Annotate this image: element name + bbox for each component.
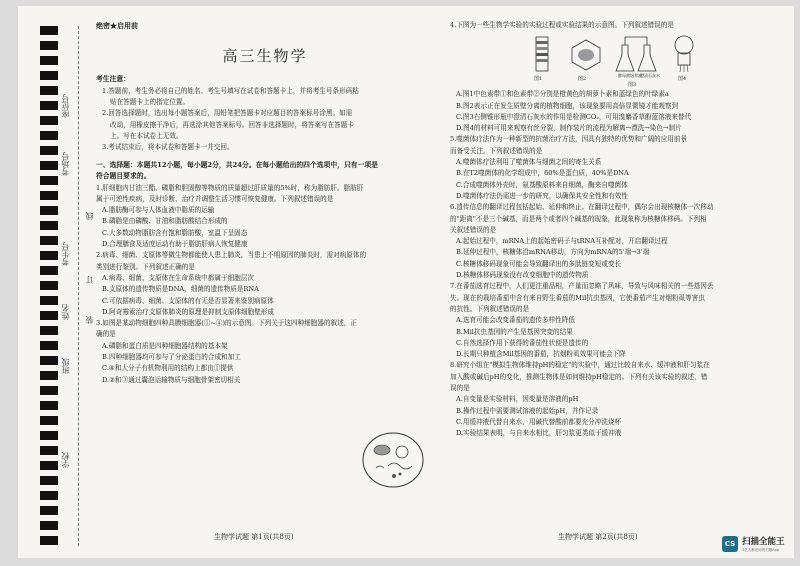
scanner-name: 扫描全能王	[742, 537, 785, 547]
question-line: 2.病毒、细菌、支原体等微生物都能使人患上肺炎，当患上不明原因的肺炎时，需对病原体的	[96, 251, 367, 260]
figure-label: 图1	[534, 76, 543, 83]
option-line: A.病毒、细菌、支原体在生命系统中都属于细胞层次	[102, 273, 254, 282]
onion-root-figure	[672, 33, 696, 73]
figure-sublabel: 澄清石灰水	[640, 73, 660, 79]
section-heading: 符合题目要求的。	[96, 172, 151, 181]
experiment-figures	[450, 31, 796, 89]
option-line: D.噬菌体疗法仍需进一步的研究，以确保其安全性和有效性	[456, 191, 628, 200]
name-label: 姓名	[61, 304, 70, 320]
option-line: B.延伸过程中，核糖体沿mRNA移动，方向为mRNA的5'端→3'端	[456, 248, 650, 257]
option-line: B.在T2噬菌体的化学组成中，60%是蛋白质，40%是DNA	[456, 169, 629, 178]
question-line: 5.噬菌体疗法作为一种新型的抗菌治疗方法，因具有独特的优势和广阔的应用前景	[450, 135, 688, 144]
option-line: B.磷脂是由磷酸、甘油和脂肪酸结合形成的	[102, 217, 228, 226]
plasmolysis-cell-figure	[570, 39, 602, 71]
room-label: 考场号	[61, 152, 70, 176]
cut-line	[78, 26, 79, 546]
question-line: 7.在番茄选育过程中，人们更注重品相，产量而忽略了风味，导致与风味相关的一些基因丢	[450, 282, 714, 291]
note-line: 贴在答题卡上的指定位置。	[110, 98, 190, 107]
option-line: C.自然选择作用下获得的番茄性状便是遗传的	[456, 338, 589, 347]
chromatography-strip-figure	[532, 35, 552, 75]
note-line: 2.回答选择题时，选出每小题答案后，用铅笔把答题卡对应题目的答案标号涂黑。如需	[102, 109, 353, 118]
option-line: C.用缓冲液代替自来水，用碱代替酸前都要充分冲洗烧杯	[456, 417, 622, 426]
question-list-right	[450, 89, 796, 439]
option-line: A.脂肪酶可参与人体血液中脂质的运输	[102, 206, 215, 215]
page-footer: 生物学试题 第1页(共8页)	[214, 533, 294, 541]
exam-title: 高三生物学	[222, 47, 308, 66]
bind-mark: 线	[85, 212, 94, 220]
figure-sublabel: 酵母菌培养液	[618, 73, 642, 79]
notes-list	[96, 86, 434, 154]
note-line: 改动，用橡皮擦干净后，再选涂其他答案标号。回答非选择题时，将答案写在答题卡	[110, 120, 354, 129]
question-line: 4.下图为一些生物学实验的实验过程或实验结果的示意图。下列叙述错误的是	[450, 21, 674, 29]
option-line: C.核糖体移码现象可能会导致翻译出的多肽链变短或变长	[456, 259, 622, 268]
left-page	[96, 20, 434, 554]
note-line: 上。写在本试卷上无效。	[110, 131, 183, 140]
question-line: 8.研究小组在"模拟生物体维持pH的稳定"的实验中，通过比较自来水、缓冲液和肝匀浆在	[450, 361, 710, 370]
notes-title: 考生注意：	[96, 75, 130, 84]
bind-mark: 订	[85, 276, 94, 284]
right-page	[450, 20, 796, 554]
option-line: A.起始过程中，mRNA上的起始密码子与tRNA互补配对，开启翻译过程	[456, 237, 668, 246]
option-line: B.支原体的遗传物质是DNA，细菌的遗传物质是RNA	[102, 285, 259, 294]
note-line: 1.答题前，考生务必将自己的姓名、考生号填写在试卷和答题卡上，并将考生号条形码粘	[102, 86, 359, 95]
option-line: A.自变量是实验材料，因变量是溶液的pH	[456, 395, 579, 404]
class-label: 班级	[61, 358, 70, 374]
note-line: 3.考试结束后，将本试卷和答题卡一并交回。	[102, 143, 234, 152]
figure-label: 图2	[578, 76, 587, 83]
option-line: D.阿奇霉素治疗支原体肺炎的原理是抑制支原体细胞壁形成	[102, 307, 274, 316]
option-line: B.操作过程中需要测试溶液的起始pH，并作记录	[456, 406, 599, 415]
binding-strip	[40, 26, 58, 546]
option-line: C.合成噬菌体外壳时，氨基酸原料来自细菌，酶来自噬菌体	[456, 180, 628, 189]
option-line: A.选育可能会改变番茄的遗传多样性降低	[456, 316, 575, 325]
question-line: 1.肝细胞内甘油三酯、磷脂和胆固醇等物质的质量超过肝质量的5%时，称为脂肪肝。脂肪肝	[96, 183, 364, 192]
option-line: C.图3右侧锥形瓶中澄清石灰水的作用是检测CO₂，可用溴麝香草酚蓝溶液来替代	[456, 112, 692, 121]
question-line: 6.遗传信息的翻译过程包括起始、延伸和终止。在翻译过程中，偶尔会出现核糖体一次移动	[450, 203, 714, 212]
option-line: D.实验结果表明，与自来水相比，肝匀浆更类似于缓冲液	[456, 429, 622, 438]
option-line: D.合理膳食及适度运动有助于脂肪肝病人恢复健康	[102, 240, 248, 249]
scanner-watermark	[722, 532, 800, 562]
option-line: C.④和大分子有机物利用的结构上都由①提供	[102, 364, 234, 373]
option-line: A.图1中色素带①和色素带②分别是橙黄色的胡萝卜素和蓝绿色的叶绿素a	[456, 90, 669, 99]
scanner-logo-icon: CS	[722, 536, 738, 552]
bind-mark: 装	[85, 316, 94, 324]
question-list-left	[96, 183, 434, 386]
option-line: B.Mil抗虫基因的产生是基因突变的结果	[456, 327, 573, 336]
question-line: 失。现在的栽培番茄中含有来自野生番茄的Mil抗虫基因，它使番茄产生对烟粉虱等害虫	[450, 293, 705, 302]
option-line: D.②和③通过囊泡运输物质与细胞骨架密切相关	[102, 375, 241, 384]
question-line: 类别进行鉴别。下列叙述正确的是	[96, 262, 195, 271]
question-line: 而备受关注。下列叙述错误的是	[450, 146, 543, 155]
option-line: D.图4的材料可用来观察有丝分裂，制作装片的流程为解离→漂洗→染色→制片	[456, 124, 682, 133]
figure-label: 图4	[678, 76, 687, 83]
fermentation-flasks-figure	[610, 33, 660, 73]
option-line: D.长期只种植含Mil基因的番茄，抗烟粉虱效果可能会下降	[456, 350, 626, 359]
section-heading: 一、选择题：本题共12小题，每小题2分，共24分。在每小题给出的四个选项中，只有一项是	[96, 160, 378, 169]
option-line: A.噬菌体疗法利用了噬菌体与细菌之间的寄生关系	[456, 158, 602, 167]
question-line: 3.如图是某动物细胞四种具膜细胞器(①~④)的示意图。下列关于这四种细胞器的叙述，正	[96, 319, 357, 328]
figure-label: 图3	[628, 82, 637, 89]
scanner-tagline: 3亿人都在用的扫描App	[742, 548, 780, 552]
question-line: 属于可逆性疾病，及时诊断、治疗并调整生活习惯可恢复健康。下列叙述错误的是	[96, 194, 334, 203]
question-line: 的抗性。下列叙述错误的是	[450, 304, 530, 313]
question-line: 误的是	[450, 384, 470, 393]
exam-sheet	[18, 6, 794, 558]
option-line: C.可依据病毒、细菌、支原体的有无是否显著来鉴别病原体	[102, 296, 274, 305]
exam-no-label: 考生号	[61, 242, 70, 266]
option-line: A.磷脂和蛋白质是四种细胞器结构的基本架	[102, 341, 228, 350]
option-line: D.核糖体移码现象没有改变细胞中的遗传物质	[456, 271, 589, 280]
seat-label: 座位号	[61, 94, 70, 118]
question-line: 确的是	[96, 330, 116, 339]
question-line: 加入酸或碱后pH的变化，推测生物体是如何维持pH稳定的。下列有关该实验的叙述，错	[450, 372, 708, 381]
cell-organelle-figure	[360, 430, 426, 490]
page-footer: 生物学试题 第2页(共8页)	[558, 533, 638, 541]
school-label: 学校	[61, 452, 70, 468]
option-line: B.图2表示正在发生质壁分离的植物细胞，该现象要用高倍显微镜才能观察到	[456, 101, 679, 110]
option-line: B.四种细胞器均可参与了分泌蛋白的合成和加工	[102, 353, 241, 362]
secret-label: 绝密★启用前	[96, 21, 138, 30]
option-line: C.大多数动物脂肪含有饱和脂肪酸，室温下呈固态	[102, 228, 248, 237]
question-line: 的"距离"不是三个碱基，而是两个或者四个碱基的现象，此现象称为核糖体移码。下列相	[450, 214, 707, 223]
question-line: 关叙述错误的是	[450, 225, 497, 234]
